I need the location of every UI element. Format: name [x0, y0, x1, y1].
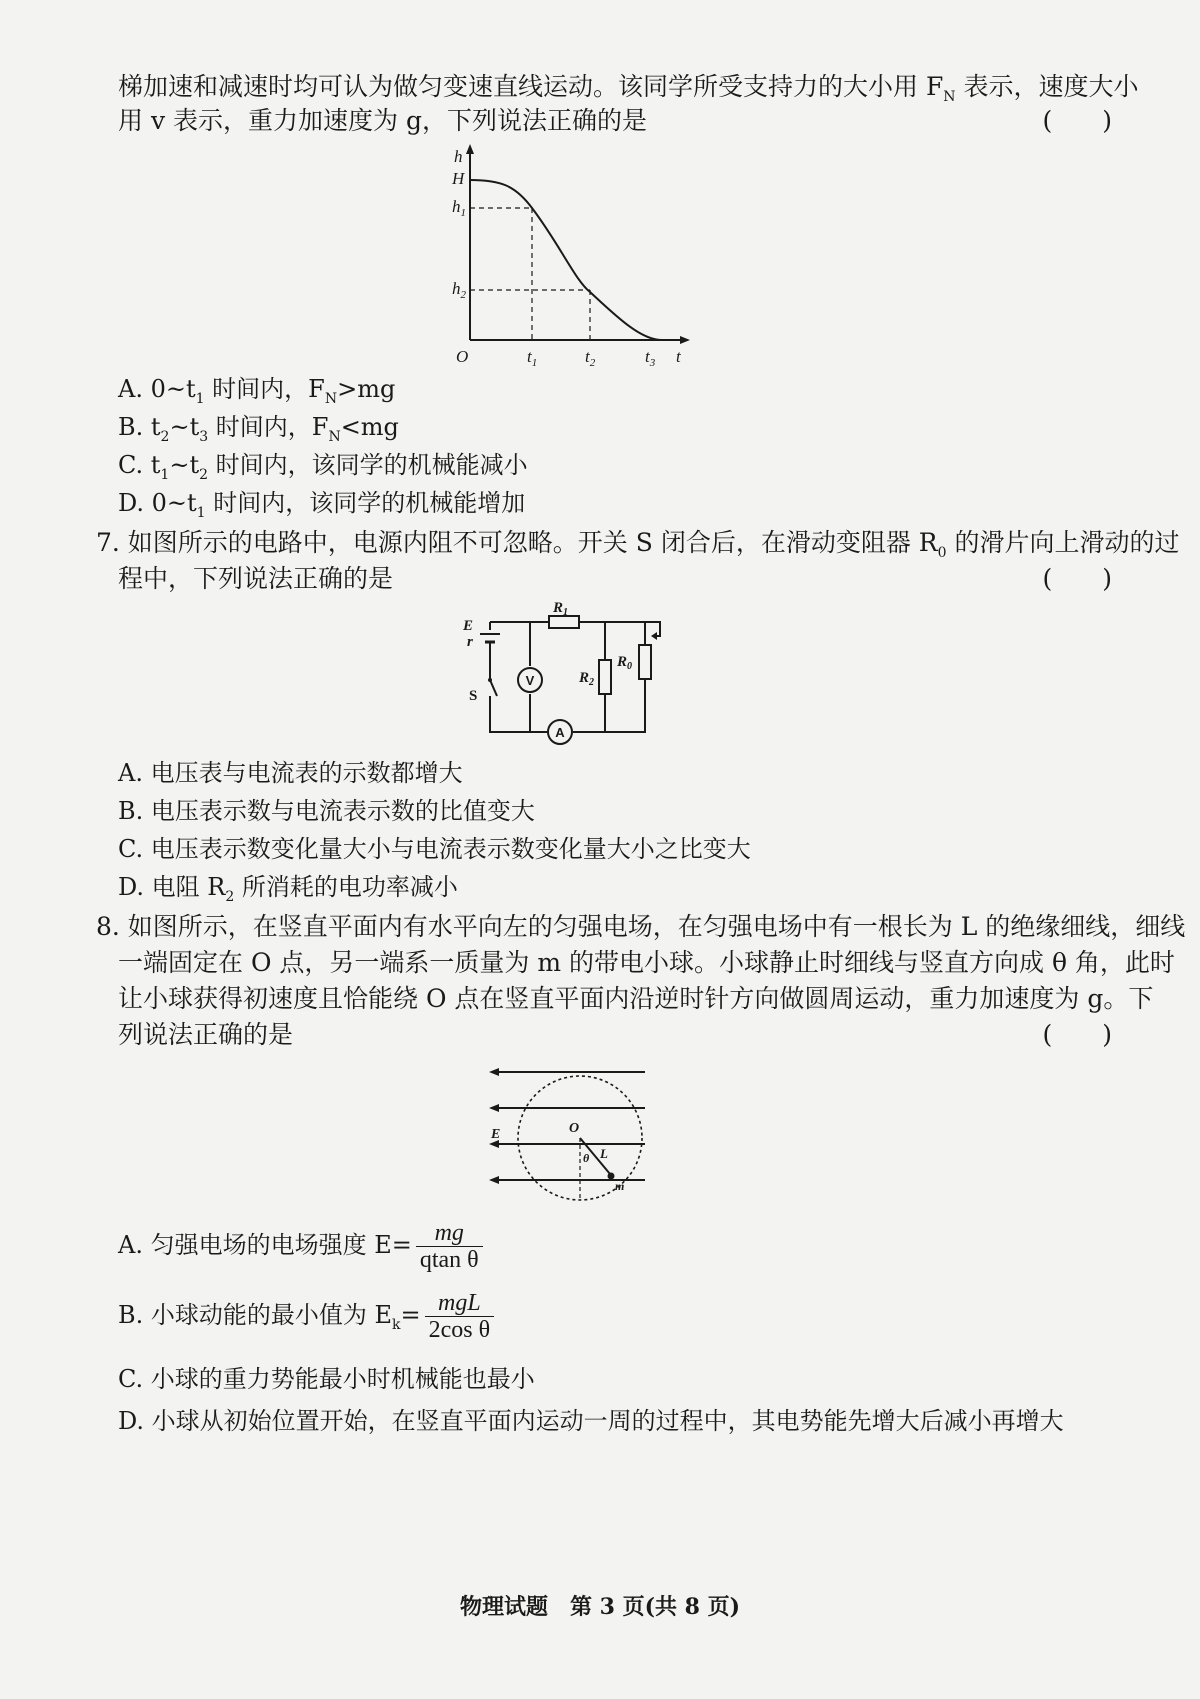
q6-option-b: B. $t_2\sim t_3$ 时间内，$F_N<mg$	[118, 413, 399, 445]
q6-stem-line1: 梯加速和减速时均可认为做匀变速直线运动。该同学所受支持力的大小用 $F_N$ 表示，速度大小	[118, 72, 1139, 105]
circuit-r-label: r	[467, 634, 473, 650]
q6-option-a: A. $0\sim t_1$ 时间内，$F_N>mg$	[118, 375, 396, 407]
page-footer: 物理试题 第 3 页(共 8 页)	[459, 1594, 741, 1620]
graph-t3-label: $t_3$	[645, 347, 656, 369]
q6-height-time-graph	[440, 140, 700, 370]
q8-answer-paren: ( )	[1042, 1020, 1112, 1049]
ammeter-icon: A	[555, 725, 565, 740]
q6-answer-paren: ( )	[1042, 106, 1112, 135]
graph-h-axis-label: h	[454, 147, 463, 166]
q8-option-a: A. 匀强电场的电场强度 E= $\frac{mg}{\text{qtan θ}}$	[118, 1220, 487, 1273]
circuit-r1-label: $R_1$	[553, 600, 569, 618]
graph-H-label: H	[452, 169, 465, 188]
q8-stem-line2: 一端固定在 O 点，另一端系一质量为 m 的带电小球。小球静止时细线与竖直方向成 θ 角，此时	[118, 948, 1175, 977]
graph-t1-label: $t_1$	[527, 347, 538, 369]
graph-h1-label: $h_1$	[452, 197, 466, 219]
q8-stem-line3: 让小球获得初速度且恰能绕 O 点在竖直平面内沿逆时针方向做圆周运动，重力加速度为 g。下	[118, 984, 1154, 1013]
q7-option-b: B. 电压表示数与电流表示数的比值变大	[118, 797, 535, 825]
q6-option-d: D. $0\sim t_1$ 时间内，该同学的机械能增加	[118, 489, 526, 521]
q8-option-b: B. 小球动能的最小值为 $E_k=$ $\frac{\text{mgL}}{\text{2cos θ}}$	[118, 1290, 498, 1343]
circuit-e-label: E	[463, 618, 474, 634]
circuit-r2-label: $R_2$	[579, 670, 595, 688]
q8-field-diagram	[485, 1058, 655, 1208]
graph-h2-label: $h_2$	[452, 279, 466, 301]
q7-option-d: D. 电阻 $R_2$ 所消耗的电功率减小	[118, 873, 458, 905]
q7-circuit-diagram	[455, 600, 695, 750]
q7-stem-line2: 程中，下列说法正确的是	[118, 564, 394, 593]
angle-theta-label: θ	[583, 1151, 590, 1165]
circuit-r0-label: $R_0$	[617, 654, 633, 672]
q8-option-a-fraction: $\frac{mg}{\text{qtan θ}}$	[416, 1220, 483, 1273]
q7-answer-paren: ( )	[1042, 564, 1112, 593]
q7-option-c: C. 电压表示数变化量大小与电流表示数变化量大小之比变大	[118, 835, 751, 863]
q8-stem-line1: 8. 如图所示，在竖直平面内有水平向左的匀强电场，在匀强电场中有一根长为 L 的绝缘细线，细线	[96, 912, 1186, 941]
q8-option-b-fraction: $\frac{\text{mgL}}{\text{2cos θ}}$	[425, 1290, 495, 1343]
graph-t2-label: $t_2$	[585, 347, 596, 369]
voltmeter-icon: V	[525, 673, 535, 688]
q7-option-a: A. 电压表与电流表的示数都增大	[118, 759, 463, 787]
q6-option-c: C. $t_1\sim t_2$ 时间内，该同学的机械能减小	[118, 451, 528, 483]
pivot-o-label: O	[569, 1121, 580, 1136]
ball-m-label: m	[615, 1179, 625, 1193]
circuit-s-label: S	[469, 688, 478, 704]
graph-t-axis-label: t	[676, 347, 681, 366]
q8-option-d: D. 小球从初始位置开始，在竖直平面内运动一周的过程中，其电势能先增大后减小再增大	[118, 1407, 1064, 1435]
string-l-label: L	[600, 1146, 608, 1161]
q8-stem-line4: 列说法正确的是	[118, 1020, 294, 1049]
graph-origin-label: O	[456, 347, 469, 366]
q7-stem-line1: 7. 如图所示的电路中，电源内阻不可忽略。开关 S 闭合后，在滑动变阻器 $R_0$ 的滑片向上滑动的过	[96, 528, 1180, 561]
field-e-label: E	[491, 1127, 501, 1142]
q6-stem-line2: 用 v 表示，重力加速度为 g，下列说法正确的是	[118, 106, 647, 135]
q8-option-c: C. 小球的重力势能最小时机械能也最小	[118, 1365, 535, 1393]
